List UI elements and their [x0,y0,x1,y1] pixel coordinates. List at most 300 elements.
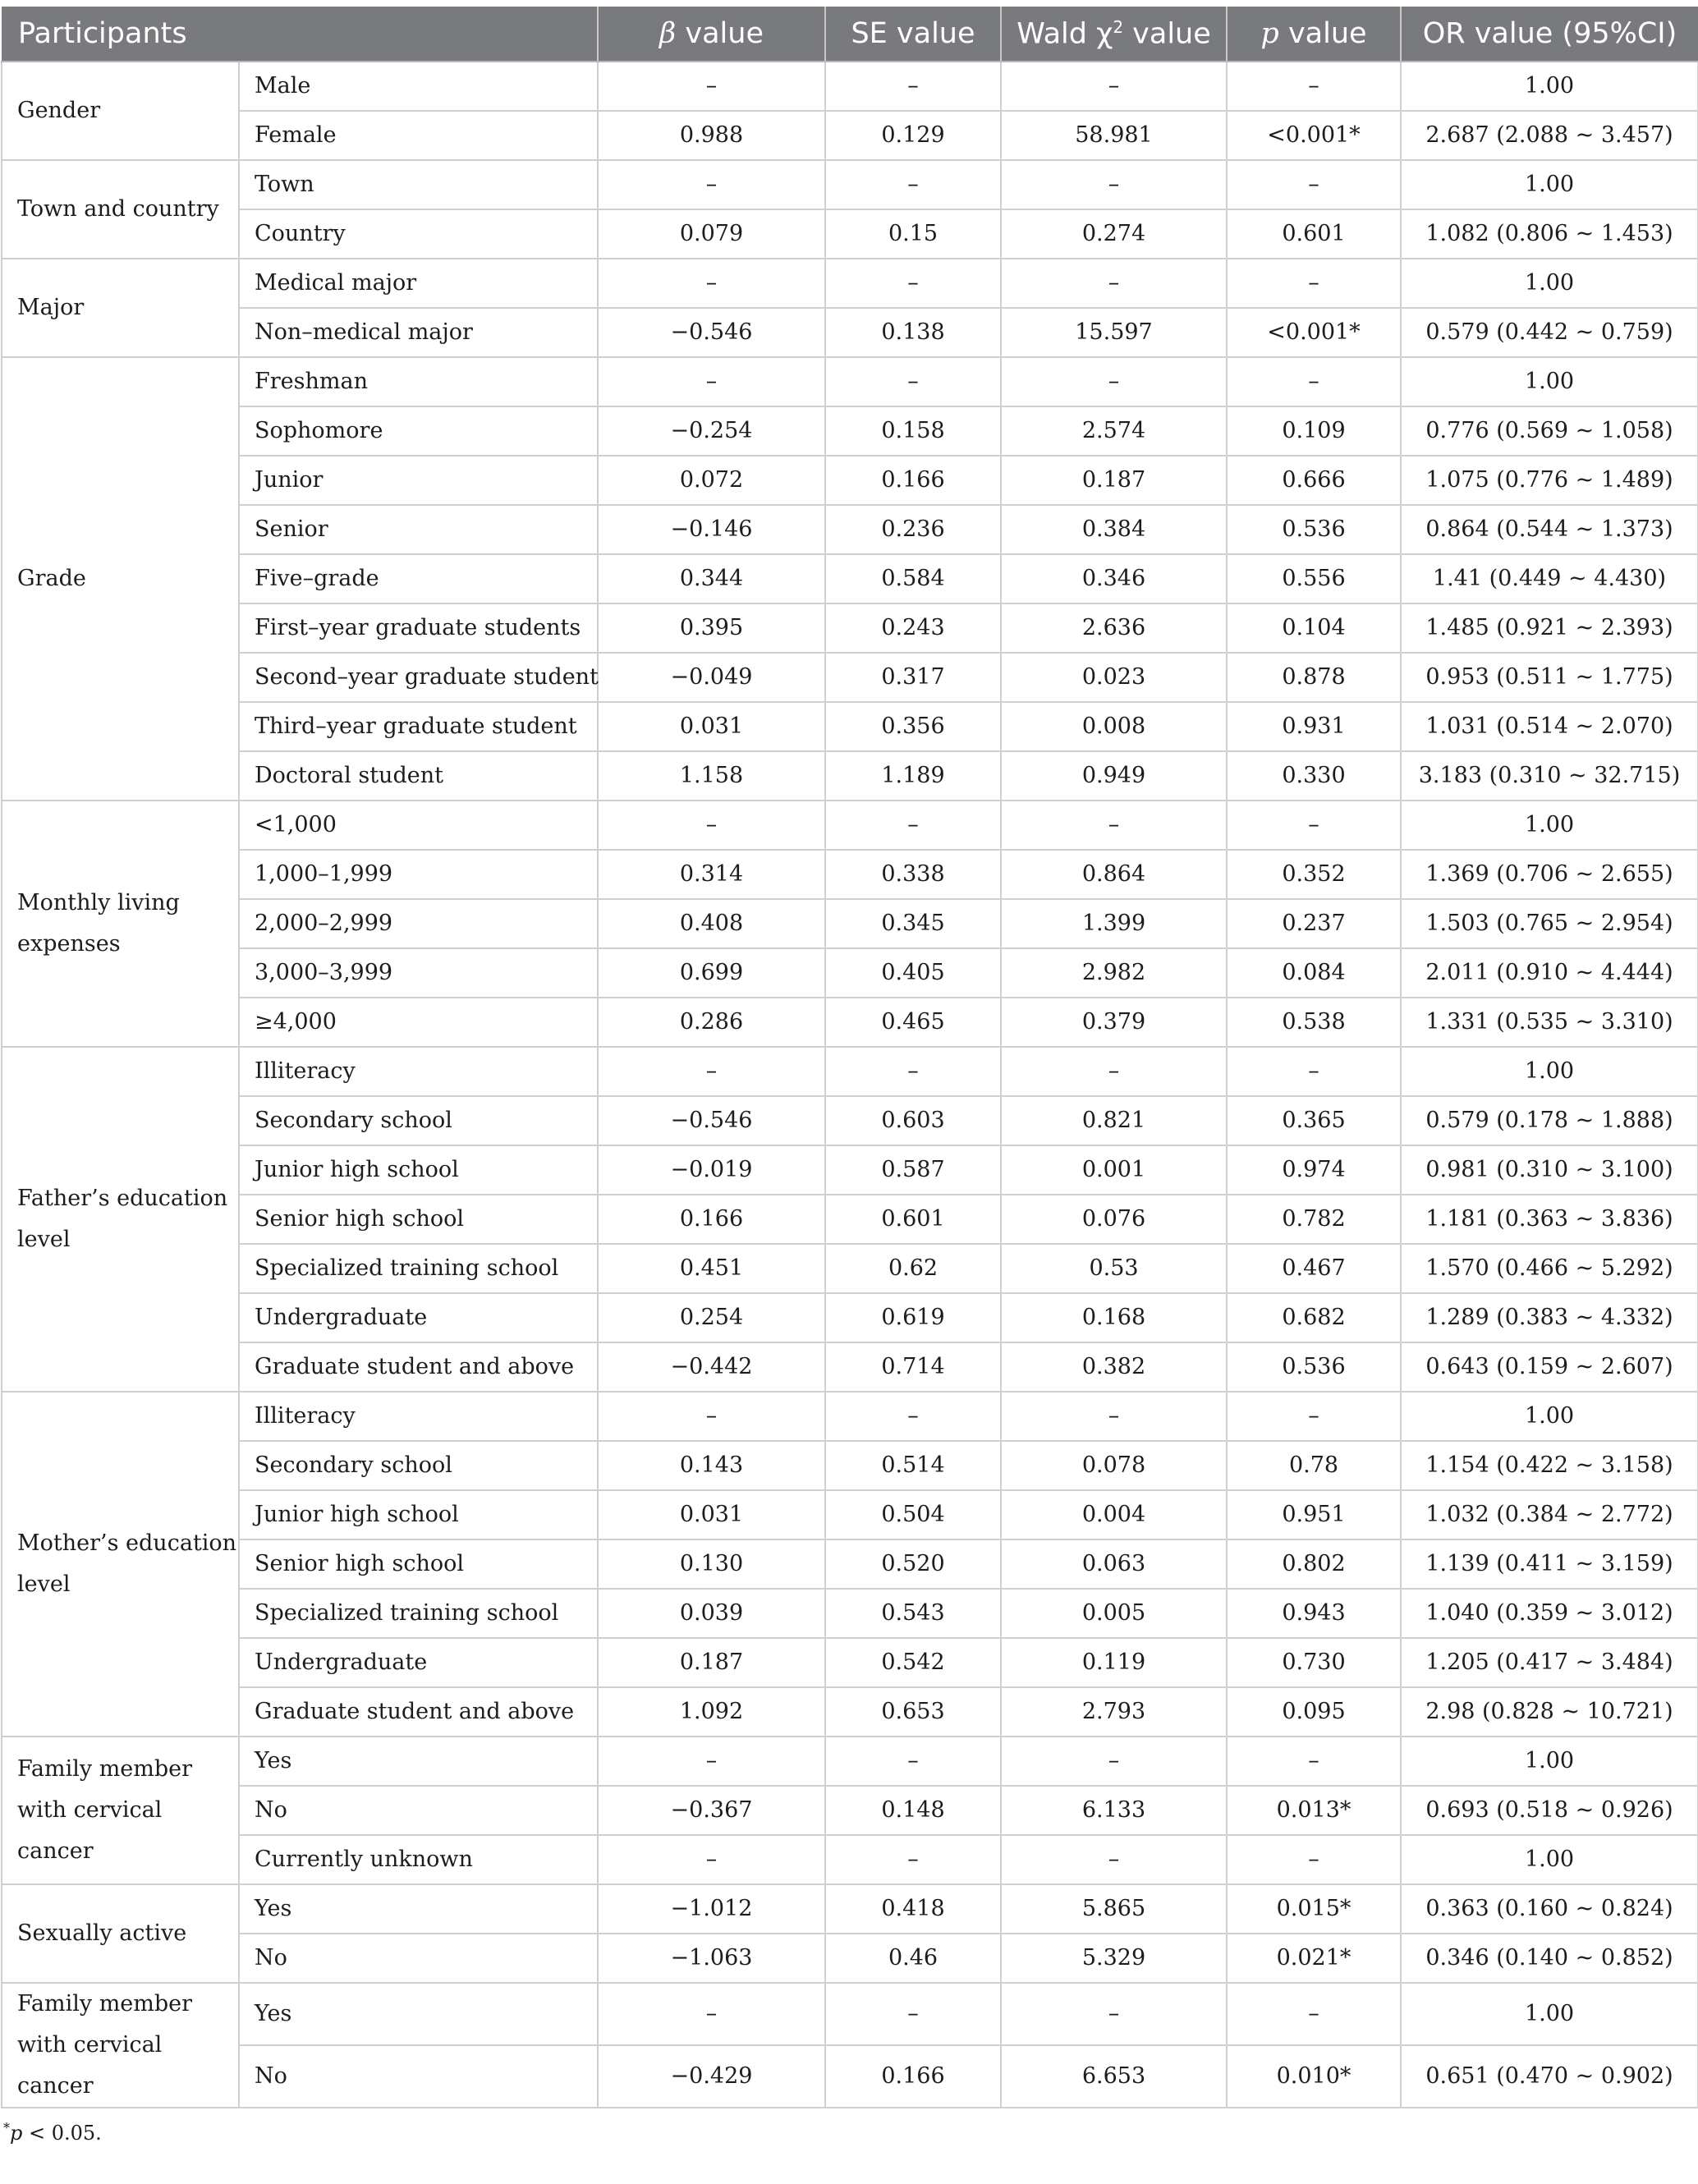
table-row [2,1441,1698,1490]
or-cell: 0.776 (0.569 ~ 1.058) [1401,406,1698,456]
table-row [2,1096,1698,1145]
or-cell: 1.205 (0.417 ~ 3.484) [1401,1638,1698,1687]
subgroup-label: Male [239,62,598,111]
p-cell: – [1227,1737,1401,1786]
subgroup-label: First–year graduate students [239,603,598,653]
p-cell: 0.666 [1227,456,1401,505]
or-cell: 1.485 (0.921 ~ 2.393) [1401,603,1698,653]
table-row [2,1934,1698,1983]
p-cell: – [1227,1047,1401,1096]
p-cell: 0.104 [1227,603,1401,653]
se-cell: – [825,357,1001,406]
table-row [2,554,1698,603]
se-cell: 1.189 [825,751,1001,801]
wald-cell: – [1001,801,1227,850]
beta-cell: 0.143 [598,1441,825,1490]
table-row [2,308,1698,357]
se-cell: – [825,160,1001,209]
se-cell: – [825,62,1001,111]
footnote-star: * [3,2120,10,2136]
subgroup-label: Freshman [239,357,598,406]
se-cell: 0.243 [825,603,1001,653]
wald-cell: 0.023 [1001,653,1227,702]
table-row [2,1490,1698,1539]
subgroup-label: <1,000 [239,801,598,850]
or-cell: 1.031 (0.514 ~ 2.070) [1401,702,1698,751]
group-label: Father’s education level [2,1047,239,1392]
or-cell: 0.953 (0.511 ~ 1.775) [1401,653,1698,702]
se-cell: 0.138 [825,308,1001,357]
table-row [2,702,1698,751]
wald-cell: 0.379 [1001,998,1227,1047]
group-label: Family member with cervical cancer [2,1737,239,1884]
or-cell: 1.00 [1401,62,1698,111]
or-cell: 1.181 (0.363 ~ 3.836) [1401,1195,1698,1244]
table-row [2,259,1698,308]
subgroup-label: Illiteracy [239,1047,598,1096]
p-cell: 0.601 [1227,209,1401,259]
subgroup-label: Junior high school [239,1490,598,1539]
se-cell: – [825,1835,1001,1884]
p-cell: 0.78 [1227,1441,1401,1490]
subgroup-label: Undergraduate [239,1638,598,1687]
table-row [2,1589,1698,1638]
or-cell: 2.98 (0.828 ~ 10.721) [1401,1687,1698,1737]
subgroup-label: Secondary school [239,1096,598,1145]
subgroup-label: Junior high school [239,1145,598,1195]
wald-cell: 0.821 [1001,1096,1227,1145]
table-row [2,603,1698,653]
or-cell: 1.00 [1401,259,1698,308]
p-cell: 0.013* [1227,1786,1401,1835]
p-cell: 0.010* [1227,2045,1401,2108]
wald-cell: – [1001,1392,1227,1441]
beta-cell: −0.546 [598,308,825,357]
se-cell: 0.166 [825,456,1001,505]
footnote-text: < 0.05. [22,2122,102,2145]
or-cell: 3.183 (0.310 ~ 32.715) [1401,751,1698,801]
table-row [2,1293,1698,1342]
or-cell: 1.00 [1401,1392,1698,1441]
wald-cell: 0.004 [1001,1490,1227,1539]
beta-cell: – [598,160,825,209]
se-cell: 0.317 [825,653,1001,702]
se-cell: 0.345 [825,899,1001,948]
p-cell: 0.352 [1227,850,1401,899]
or-cell: 1.032 (0.384 ~ 2.772) [1401,1490,1698,1539]
wald-cell: 0.076 [1001,1195,1227,1244]
table-row [2,209,1698,259]
beta-cell: 1.092 [598,1687,825,1737]
beta-cell: – [598,62,825,111]
or-cell: 1.00 [1401,801,1698,850]
table-row [2,1687,1698,1737]
header-or: OR value (95%CI) [1401,7,1698,62]
or-cell: 1.41 (0.449 ~ 4.430) [1401,554,1698,603]
table-row [2,2045,1698,2108]
subgroup-label: 3,000–3,999 [239,948,598,998]
se-cell: 0.520 [825,1539,1001,1589]
beta-cell: 0.187 [598,1638,825,1687]
subgroup-label: Doctoral student [239,751,598,801]
wald-cell: 58.981 [1001,111,1227,160]
group-label: Grade [2,357,239,801]
or-cell: 0.651 (0.470 ~ 0.902) [1401,2045,1698,2108]
group-label: Family member with cervical cancer [2,1983,239,2108]
beta-cell: – [598,1835,825,1884]
table-row [2,1983,1698,2045]
or-cell: 0.346 (0.140 ~ 0.852) [1401,1934,1698,1983]
beta-cell: 0.072 [598,456,825,505]
or-cell: 1.082 (0.806 ~ 1.453) [1401,209,1698,259]
or-cell: 1.369 (0.706 ~ 2.655) [1401,850,1698,899]
p-cell: 0.095 [1227,1687,1401,1737]
wald-cell: – [1001,1983,1227,2045]
p-suffix: value [1278,17,1367,50]
header-participants: Participants [2,7,598,62]
table-row [2,801,1698,850]
beta-cell: −0.049 [598,653,825,702]
p-cell: 0.330 [1227,751,1401,801]
or-cell: 1.00 [1401,1983,1698,2045]
wald-cell: 0.346 [1001,554,1227,603]
beta-cell: 0.079 [598,209,825,259]
beta-cell: – [598,1737,825,1786]
wald-cell: – [1001,357,1227,406]
beta-cell: 0.344 [598,554,825,603]
wald-cell: 0.187 [1001,456,1227,505]
header-p [1227,7,1401,62]
group-label: Sexually active [2,1884,239,1983]
se-cell: – [825,1737,1001,1786]
table-row [2,406,1698,456]
subgroup-label: Female [239,111,598,160]
subgroup-label: Graduate student and above [239,1687,598,1737]
or-cell: 1.075 (0.776 ~ 1.489) [1401,456,1698,505]
table-row [2,456,1698,505]
table-row [2,505,1698,554]
wald-cell: – [1001,1835,1227,1884]
table-row [2,1342,1698,1392]
beta-cell: – [598,1983,825,2045]
p-cell: 0.536 [1227,505,1401,554]
table-row [2,1047,1698,1096]
wald-cell: 1.399 [1001,899,1227,948]
beta-cell: 0.031 [598,1490,825,1539]
p-cell: 0.365 [1227,1096,1401,1145]
se-cell: 0.15 [825,209,1001,259]
or-cell: 0.579 (0.178 ~ 1.888) [1401,1096,1698,1145]
se-cell: – [825,1392,1001,1441]
wald-cell: 15.597 [1001,308,1227,357]
beta-cell: – [598,801,825,850]
wald-cell: 0.53 [1001,1244,1227,1293]
or-cell: 1.570 (0.466 ~ 5.292) [1401,1244,1698,1293]
wald-cell: 5.329 [1001,1934,1227,1983]
beta-suffix: value [676,17,764,50]
p-cell: 0.943 [1227,1589,1401,1638]
wald-cell: 0.005 [1001,1589,1227,1638]
se-cell: 0.418 [825,1884,1001,1934]
p-cell: – [1227,357,1401,406]
p-cell: 0.021* [1227,1934,1401,1983]
beta-cell: 0.451 [598,1244,825,1293]
or-cell: 0.981 (0.310 ~ 3.100) [1401,1145,1698,1195]
wald-prefix: Wald χ [1017,17,1113,51]
subgroup-label: Undergraduate [239,1293,598,1342]
table-row [2,653,1698,702]
beta-cell: 0.699 [598,948,825,998]
or-cell: 1.503 (0.765 ~ 2.954) [1401,899,1698,948]
p-cell: 0.556 [1227,554,1401,603]
se-cell: 0.166 [825,2045,1001,2108]
beta-cell: −0.254 [598,406,825,456]
p-cell: – [1227,259,1401,308]
se-cell: 0.158 [825,406,1001,456]
beta-cell: −0.146 [598,505,825,554]
table-body [2,62,1698,2108]
p-cell: 0.536 [1227,1342,1401,1392]
wald-cell: 2.574 [1001,406,1227,456]
regression-table [1,7,1698,2108]
wald-cell: – [1001,160,1227,209]
beta-cell: – [598,1047,825,1096]
se-cell: 0.603 [825,1096,1001,1145]
group-label: Mother’s education level [2,1392,239,1737]
se-cell: 0.601 [825,1195,1001,1244]
or-cell: 1.00 [1401,160,1698,209]
subgroup-label: Specialized training school [239,1589,598,1638]
subgroup-label: Yes [239,1884,598,1934]
se-cell: 0.653 [825,1687,1001,1737]
beta-cell: 1.158 [598,751,825,801]
beta-cell: 0.254 [598,1293,825,1342]
beta-cell: 0.039 [598,1589,825,1638]
footnote-p-symbol: p [10,2122,23,2145]
table-row [2,948,1698,998]
subgroup-label: Secondary school [239,1441,598,1490]
beta-cell: 0.166 [598,1195,825,1244]
beta-cell: 0.988 [598,111,825,160]
beta-cell: 0.130 [598,1539,825,1589]
wald-cell: 5.865 [1001,1884,1227,1934]
table-row [2,1244,1698,1293]
subgroup-label: Third–year graduate student [239,702,598,751]
p-cell: 0.802 [1227,1539,1401,1589]
table-row [2,62,1698,111]
table-row [2,751,1698,801]
p-cell: 0.682 [1227,1293,1401,1342]
or-cell: 1.00 [1401,1835,1698,1884]
table-row [2,160,1698,209]
wald-cell: 2.982 [1001,948,1227,998]
se-cell: 0.405 [825,948,1001,998]
se-cell: 0.542 [825,1638,1001,1687]
subgroup-label: Senior high school [239,1539,598,1589]
se-cell: 0.356 [825,702,1001,751]
se-cell: 0.587 [825,1145,1001,1195]
subgroup-label: Country [239,209,598,259]
se-cell: – [825,801,1001,850]
se-cell: 0.465 [825,998,1001,1047]
subgroup-label: Non–medical major [239,308,598,357]
subgroup-label: 2,000–2,999 [239,899,598,948]
p-cell: 0.237 [1227,899,1401,948]
beta-cell: – [598,1392,825,1441]
or-cell: 0.643 (0.159 ~ 2.607) [1401,1342,1698,1392]
beta-cell: 0.314 [598,850,825,899]
or-cell: 0.579 (0.442 ~ 0.759) [1401,308,1698,357]
beta-cell: 0.408 [598,899,825,948]
p-symbol: p [1260,17,1279,50]
p-cell: 0.931 [1227,702,1401,751]
subgroup-label: Junior [239,456,598,505]
group-label: Monthly living expenses [2,801,239,1047]
subgroup-label: Senior [239,505,598,554]
wald-cell: – [1001,1047,1227,1096]
beta-cell: −1.012 [598,1884,825,1934]
wald-cell: 0.864 [1001,850,1227,899]
wald-cell: – [1001,259,1227,308]
wald-cell: 2.793 [1001,1687,1227,1737]
wald-sup: 2 [1113,16,1124,37]
se-cell: 0.504 [825,1490,1001,1539]
se-cell: 0.619 [825,1293,1001,1342]
subgroup-label: Illiteracy [239,1392,598,1441]
se-cell: 0.514 [825,1441,1001,1490]
p-cell: <0.001* [1227,111,1401,160]
se-cell: 0.62 [825,1244,1001,1293]
se-cell: – [825,259,1001,308]
or-cell: 2.687 (2.088 ~ 3.457) [1401,111,1698,160]
subgroup-label: Five–grade [239,554,598,603]
se-cell: 0.129 [825,111,1001,160]
wald-cell: 0.949 [1001,751,1227,801]
p-cell: 0.109 [1227,406,1401,456]
p-cell: <0.001* [1227,308,1401,357]
subgroup-label: Yes [239,1983,598,2045]
or-cell: 1.00 [1401,1737,1698,1786]
wald-cell: 2.636 [1001,603,1227,653]
or-cell: 1.331 (0.535 ~ 3.310) [1401,998,1698,1047]
table-header [2,7,1698,62]
beta-cell: −0.442 [598,1342,825,1392]
group-label: Town and country [2,160,239,259]
subgroup-label: No [239,2045,598,2108]
p-cell: – [1227,1392,1401,1441]
group-label: Major [2,259,239,357]
p-cell: – [1227,801,1401,850]
subgroup-label: Medical major [239,259,598,308]
subgroup-label: Yes [239,1737,598,1786]
subgroup-label: Currently unknown [239,1835,598,1884]
table-row [2,1835,1698,1884]
se-cell: – [825,1047,1001,1096]
beta-cell: 0.395 [598,603,825,653]
or-cell: 1.040 (0.359 ~ 3.012) [1401,1589,1698,1638]
table-row [2,1539,1698,1589]
wald-cell: 0.008 [1001,702,1227,751]
table-row [2,357,1698,406]
or-cell: 0.864 (0.544 ~ 1.373) [1401,505,1698,554]
table-row [2,1884,1698,1934]
group-label: Gender [2,62,239,160]
subgroup-label: No [239,1934,598,1983]
beta-cell: 0.031 [598,702,825,751]
wald-cell: 0.382 [1001,1342,1227,1392]
p-cell: – [1227,160,1401,209]
wald-cell: 0.384 [1001,505,1227,554]
beta-cell: – [598,357,825,406]
beta-cell: – [598,259,825,308]
table-row [2,1737,1698,1786]
wald-cell: 0.168 [1001,1293,1227,1342]
wald-cell: 0.063 [1001,1539,1227,1589]
wald-cell: 0.119 [1001,1638,1227,1687]
table-row [2,1392,1698,1441]
subgroup-label: ≥4,000 [239,998,598,1047]
table-row [2,998,1698,1047]
p-cell: 0.730 [1227,1638,1401,1687]
p-cell: 0.782 [1227,1195,1401,1244]
wald-cell: – [1001,1737,1227,1786]
beta-cell: −0.367 [598,1786,825,1835]
beta-cell: −1.063 [598,1934,825,1983]
or-cell: 1.289 (0.383 ~ 4.332) [1401,1293,1698,1342]
beta-cell: −0.019 [598,1145,825,1195]
footnote [3,2120,1698,2145]
subgroup-label: Graduate student and above [239,1342,598,1392]
p-cell: 0.951 [1227,1490,1401,1539]
table-row [2,899,1698,948]
beta-symbol: β [659,17,677,50]
se-cell: 0.148 [825,1786,1001,1835]
se-cell: 0.236 [825,505,1001,554]
p-cell: 0.084 [1227,948,1401,998]
wald-cell: 0.274 [1001,209,1227,259]
table-row [2,1638,1698,1687]
table-row [2,1145,1698,1195]
p-cell: 0.467 [1227,1244,1401,1293]
header-beta [598,7,825,62]
subgroup-label: 1,000–1,999 [239,850,598,899]
or-cell: 2.011 (0.910 ~ 4.444) [1401,948,1698,998]
wald-cell: 0.001 [1001,1145,1227,1195]
se-cell: – [825,1983,1001,2045]
p-cell: 0.878 [1227,653,1401,702]
se-cell: 0.584 [825,554,1001,603]
header-se: SE value [825,7,1001,62]
wald-cell: 6.133 [1001,1786,1227,1835]
or-cell: 0.363 (0.160 ~ 0.824) [1401,1884,1698,1934]
p-cell: 0.974 [1227,1145,1401,1195]
table-row [2,1786,1698,1835]
or-cell: 1.00 [1401,357,1698,406]
or-cell: 1.154 (0.422 ~ 3.158) [1401,1441,1698,1490]
wald-cell: – [1001,62,1227,111]
wald-suffix: value [1123,17,1211,51]
or-cell: 0.693 (0.518 ~ 0.926) [1401,1786,1698,1835]
beta-cell: −0.429 [598,2045,825,2108]
subgroup-label: Second–year graduate student [239,653,598,702]
wald-cell: 6.653 [1001,2045,1227,2108]
beta-cell: −0.546 [598,1096,825,1145]
p-cell: – [1227,62,1401,111]
subgroup-label: Town [239,160,598,209]
or-cell: 1.00 [1401,1047,1698,1096]
se-cell: 0.714 [825,1342,1001,1392]
beta-cell: 0.286 [598,998,825,1047]
